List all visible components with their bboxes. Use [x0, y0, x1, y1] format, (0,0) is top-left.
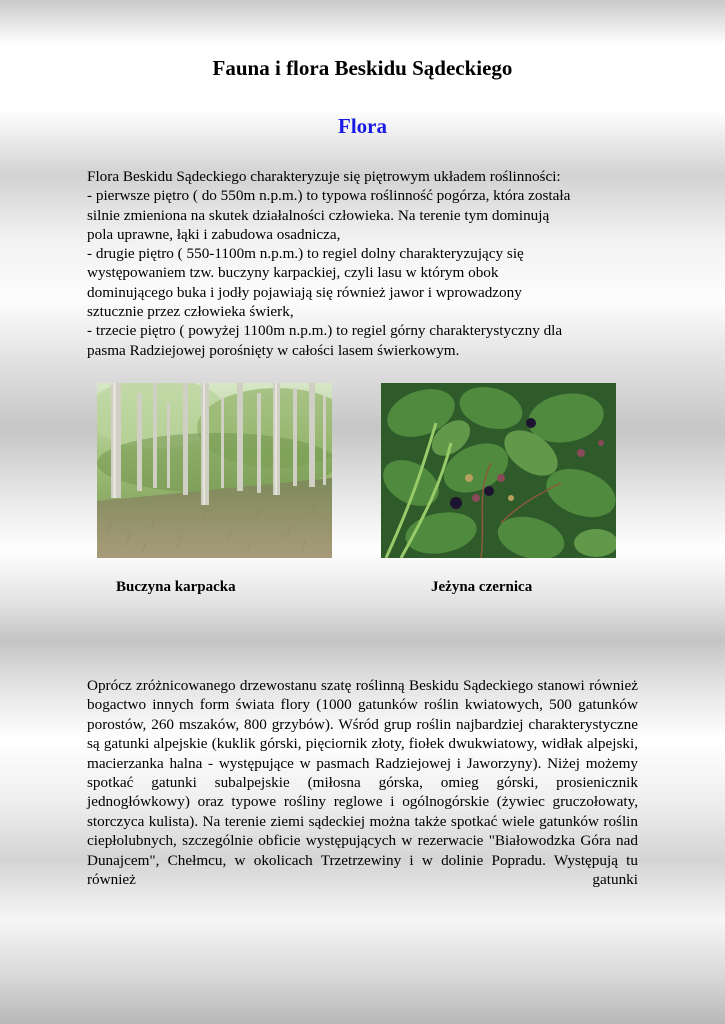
blackberry-image: [381, 383, 616, 558]
figure-caption-beech: Buczyna karpacka: [116, 579, 236, 595]
intro-text: [87, 167, 647, 360]
intro-line: Flora Beskidu Sądeckiego charakteryzuje się piętrowym układem roślinności:: [87, 168, 561, 185]
document-title: Fauna i flora Beskidu Sądeckiego: [212, 56, 513, 80]
intro-line: - pierwsze piętro ( do 550m n.p.m.) to typowa roślinność pogórza, która została: [87, 187, 571, 205]
section-title: Flora: [338, 114, 387, 138]
intro-line: - drugie piętro ( 550-1100m n.p.m.) to regiel dolny charakteryzujący się: [87, 245, 524, 263]
body-paragraph: Oprócz zróżnicowanego drzewostanu szatę roślinną Beskidu Sądeckiego stanowi również bogactwo innych form świata flory (1000 gatunków roślin kwiatowych, 500 gatunków porostów, 260 mszaków, 800 grzybów). Wśród grup roślin najbardziej charakterystyczne są gatunki alpejskie (kuklik górski, pięciornik złoty, fiołek dwukwiatowy, widłak alpejski, macierzanka halna - występujące w pasmach Radziejowej i Jaworzyny). Niżej możemy spotkać gatunki subalpejskie (miłosna górska, omieg górski, prosienicznik jednogłówkowy) oraz typowe rośliny reglowe i ogólnogórskie (żywiec gruczołowaty, storczyca kulista). Na terenie ziemi sądeckiej można także spotkać wiele gatunków roślin ciepłolubnych, szczególnie obficie występujących w rezerwacie "Białowodzka Góra nad Dunajcem", Chełmcu, w okolicach Trzetrzewiny i w dolinie Popradu. Występują tu również gatunki: [87, 677, 638, 889]
blackberry-photo: [381, 383, 616, 558]
intro-line: dominującego buka i jodły pojawiają się również jawor i wprowadzony: [87, 283, 522, 301]
intro-line: sztucznie przez człowieka świerk,: [87, 303, 294, 321]
intro-line: pola uprawne, łąki i zabudowa osadnicza,: [87, 225, 341, 243]
intro-line: - trzecie piętro ( powyżej 1100m n.p.m.) to regiel górny charakterystyczny dla: [87, 322, 563, 340]
figure-caption-blackberry: Jeżyna czernica: [431, 579, 533, 595]
beech-forest-photo: [97, 383, 332, 558]
intro-line: silnie zmieniona na skutek działalności człowieka. Na terenie tym dominują: [87, 206, 550, 224]
intro-line: pasma Radziejowej porośnięty w całości lasem świerkowym.: [87, 341, 460, 359]
beech-forest-image: [97, 383, 332, 558]
intro-line: występowaniem tzw. buczyny karpackiej, czyli lasu w którym obok: [87, 264, 499, 282]
